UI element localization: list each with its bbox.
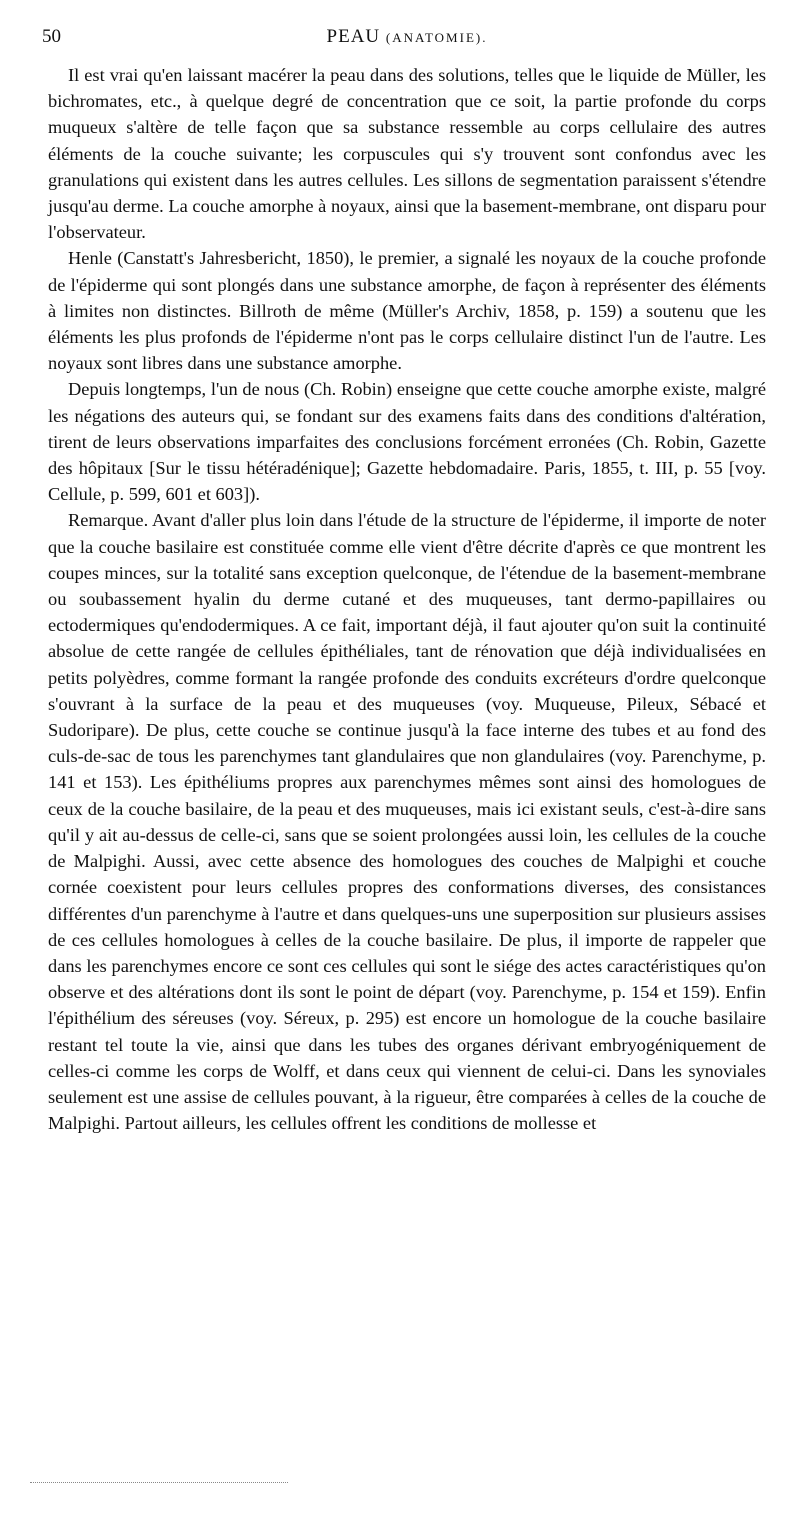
page-number: 50 (42, 26, 61, 47)
document-page (42, 26, 766, 1136)
paragraph-henle: Henle (Canstatt's Jahresbericht, 1850), le premier, a signalé les noyaux de la couche profonde de l'épiderme qui sont plongés dans une substance amorphe, de façon à représenter des éléments à limites non distinctes. Billroth de même (Müller's Archiv, 1858, p. 159) a soutenu que les éléments les plus profonds de l'épiderme n'ont pas le corps cellulaire distinct l'un de l'autre. Les noyaux sont libres dans une substance amorphe. (48, 248, 766, 374)
running-header (42, 26, 766, 54)
paragraph-remarque: Remarque. Avant d'aller plus loin dans l'étude de la structure de l'épiderme, il importe de noter que la couche basilaire est constituée comme elle vient d'être décrite d'après ce que montrent les coupes minces, sur la totalité sans exception quelconque, de l'étendue de la basement-membrane ou soubassement hyalin du derme cutané et des muqueuses, tant dermo-papillaires ou ectodermiques qu'endodermiques. A ce fait, important déjà, il faut ajouter qu'on suit la continuité absolue de cette rangée de cellules épithéliales, tant de rénovation que déjà individualisées en petits polyèdres, comme formant la rangée profonde des conduits excréteurs d'ordre quelconque s'ouvrant à la surface de la peau et des muqueuses (voy. Muqueuse, Pileux, Sébacé et Sudoripare). De plus, cette couche se continue jusqu'à la face interne des tubes et au fond des culs-de-sac de tous les parenchymes tant glandulaires que non glandulaires (voy. Parenchyme, p. 141 et 153). Les épithéliums propres aux parenchymes mêmes sont ainsi des homologues de ceux de la couche basilaire, de la peau et des muqueuses, mais ici existant seuls, c'est-à-dire sans qu'il y ait au-dessus de celle-ci, sans que se soient prolongées aussi loin, les cellules de la couche de Malpighi. Aussi, avec cette absence des homologues des couches de Malpighi et couche cornée coexistent pour leurs cellules propres des conformations diverses, des consistances différentes d'un parenchyme à l'autre et dans quelques-uns une superposition sur plusieurs assises de ces cellules homologues à celles de la couche basilaire. De plus, il importe de rappeler que dans les parenchymes encore ce sont ces cellules qui sont le siége des actes caractéristiques qu'on observe et des altérations dont ils sont le point de départ (voy. Parenchyme, p. 154 et 159). Enfin l'épithélium des séreuses (voy. Séreux, p. 295) est encore un homologue de la couche basilaire restant tel toute la vie, ainsi que dans les tubes des organes dérivant embryogéniquement de celles-ci comme les corps de Wolff, et dans ceux qui viennent de celui-ci. Dans les synoviales seulement est une assise de cellules pouvant, à la rigueur, être comparées à celles de la couche de Malpighi. Partout ailleurs, les cellules offrent les conditions de mollesse et (48, 510, 766, 1134)
body-text (48, 62, 766, 1136)
footer-dotted-rule (30, 1482, 288, 1483)
running-title-sub: (ANATOMIE). (385, 30, 488, 45)
running-title (48, 26, 766, 48)
running-title-main: PEAU (326, 26, 381, 47)
paragraph-maceration: Il est vrai qu'en laissant macérer la peau dans des solutions, telles que le liquide de Müller, les bichromates, etc., à quelque degré de concentration que ce soit, la partie profonde du corps muqueux s'altère de telle façon que sa substance ressemble au corps cellulaire des autres éléments de la couche suivante; les corpuscules qui s'y trouvent sont confondus avec les granulations qui existent dans les autres cellules. Les sillons de segmentation paraissent s'étendre jusqu'au derme. La couche amorphe à noyaux, ainsi que la basement-membrane, ont disparu pour l'observateur. (48, 65, 766, 243)
paragraph-robin: Depuis longtemps, l'un de nous (Ch. Robin) enseigne que cette couche amorphe existe, malgré les négations des auteurs qui, se fondant sur des examens faits dans des conditions d'altération, tirent de leurs observations imparfaites des conclusions forcément erronées (Ch. Robin, Gazette des hôpitaux [Sur le tissu hétéradénique]; Gazette hebdomadaire. Paris, 1855, t. III, p. 55 [voy. Cellule, p. 599, 601 et 603]). (48, 379, 766, 505)
